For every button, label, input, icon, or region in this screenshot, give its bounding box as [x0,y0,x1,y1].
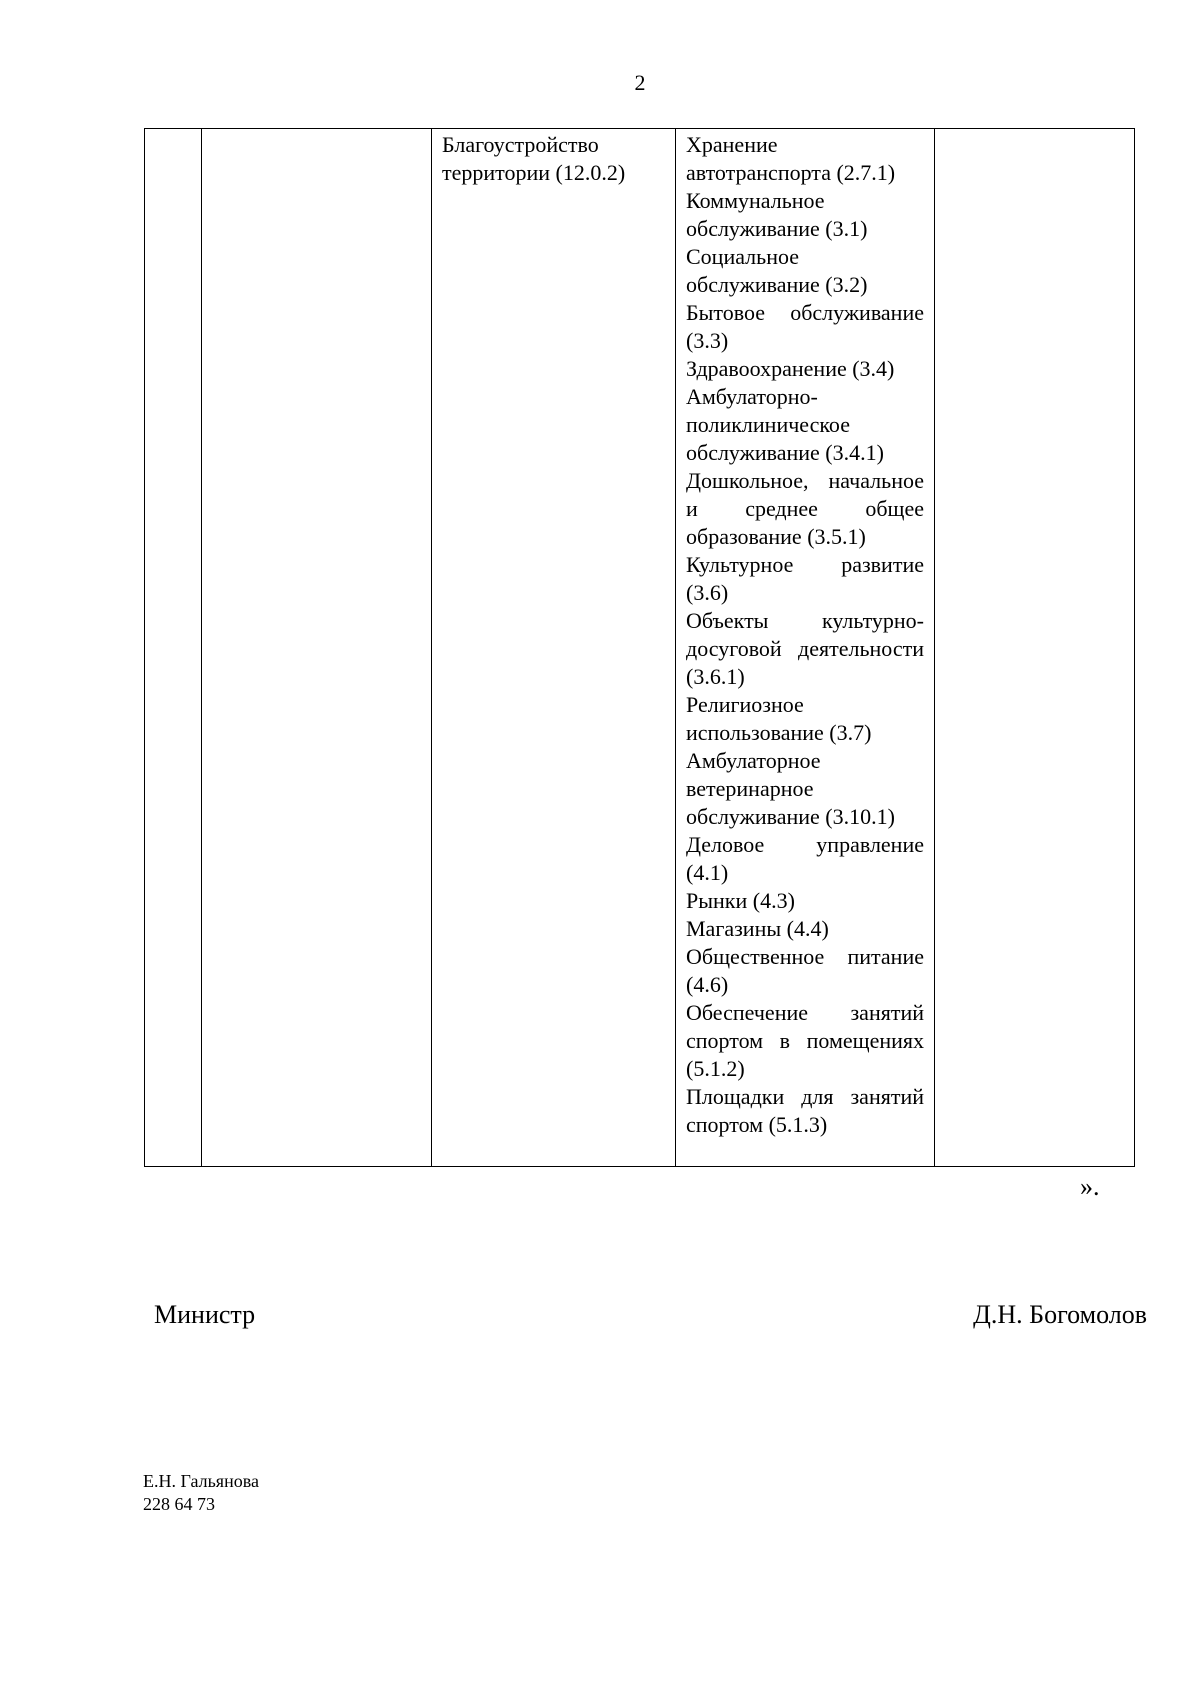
use-list-item: Дошкольное, начальное и среднее общее образование (3.5.1) [686,468,924,549]
use-list-item: Амбулаторно-поликлиническое обслуживание (3.4.1) [686,384,884,465]
table-cell-zone [202,129,432,1167]
cell-auxiliary-text [935,129,1134,131]
use-list-item: Магазины (4.4) [686,916,829,941]
table-cell-main-use [432,129,676,1167]
use-list-item: Культурное развитие (3.6) [686,552,924,605]
table-row [145,129,1135,1167]
table-cell-auxiliary [935,129,1135,1167]
table-cell-number [145,129,202,1167]
use-list-item: Здравоохранение (3.4) [686,356,895,381]
table-cell-conditional-uses [676,129,935,1167]
closing-quote: ». [1080,1172,1100,1201]
use-list-item: Хранение автотранспорта (2.7.1) [686,132,896,185]
executor-block [143,1470,259,1516]
page-number: 2 [634,70,646,95]
land-use-table [144,128,1135,1167]
use-list-item: Объекты культурно-досуговой деятельности (3.6.1) [686,608,924,689]
use-list-item: Религиозное использование (3.7) [686,692,872,745]
use-list-item: Социальное обслуживание (3.2) [686,244,868,297]
use-list-item: Бытовое обслуживание (3.3) [686,300,924,353]
use-list-item: Деловое управление (4.1) [686,832,924,885]
conditional-use-list [676,129,934,1139]
use-list-item: Рынки (4.3) [686,888,795,913]
use-list-item: Коммунальное обслуживание (3.1) [686,188,868,241]
use-list-item: Общественное питание (4.6) [686,944,924,997]
use-list-item: Амбулаторное ветеринарное обслуживание (3.10.1) [686,748,895,829]
cell-zone-text [202,129,431,131]
use-list-item: Площадки для занятий спортом (5.1.3) [686,1084,924,1137]
executor-phone: 228 64 73 [143,1494,215,1514]
cell-main-use-text: Благоустройство территории (12.0.2) [442,132,626,185]
signature-title: Министр [154,1300,256,1329]
executor-name: Е.Н. Гальянова [143,1471,259,1491]
cell-number-text [145,129,201,131]
signature-name: Д.Н. Богомолов [973,1300,1147,1329]
use-list-item: Обеспечение занятий спортом в помещениях (5.1.2) [686,1000,924,1081]
